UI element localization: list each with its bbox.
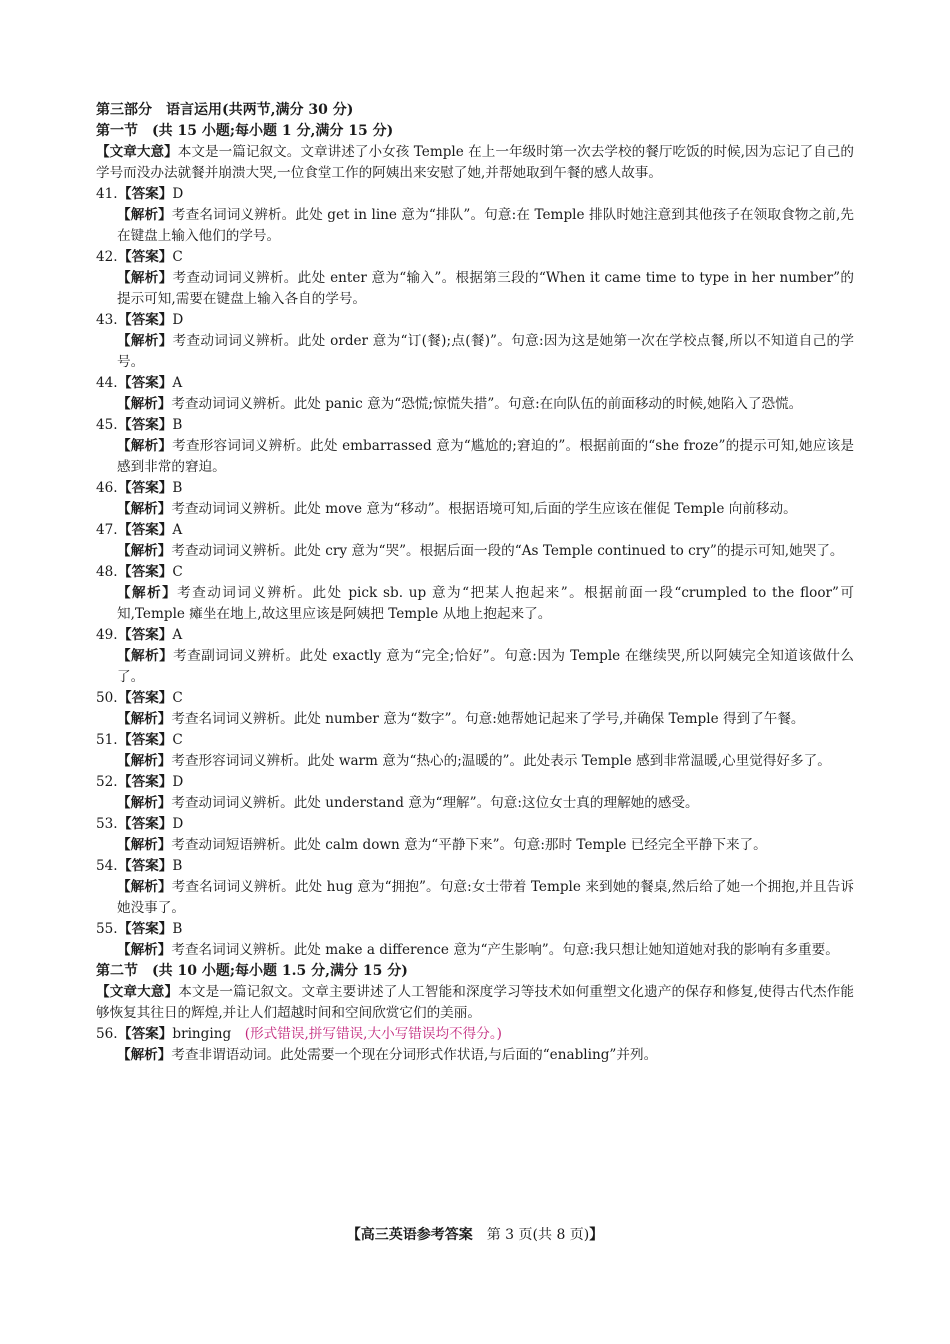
answer-line	[96, 856, 854, 877]
analysis-label: 【解析】	[117, 501, 172, 517]
question-number: 51.	[96, 732, 118, 748]
question-number: 45.	[96, 417, 118, 433]
summary-label: 【文章大意】	[96, 144, 178, 160]
answer-line	[96, 772, 854, 793]
analysis	[96, 394, 854, 415]
question-number: 56.	[96, 1026, 118, 1042]
analysis	[96, 499, 854, 520]
analysis-label: 【解析】	[117, 396, 172, 412]
analysis-text: 考查名词词义辨析。此处 make a difference 意为“产生影响”。句意:我只想让她知道她对我的影响有多重要。	[171, 942, 839, 958]
answer-value: D	[172, 774, 184, 790]
answer-value: C	[172, 249, 183, 265]
analysis-label: 【解析】	[117, 207, 172, 223]
answer-label: 【答案】	[118, 921, 173, 937]
analysis-label: 【解析】	[117, 879, 172, 895]
answer-value: D	[172, 816, 184, 832]
answer-line	[96, 919, 854, 940]
part3-title: 第三部分 语言运用(共两节,满分 30 分)	[96, 102, 354, 118]
answer-line	[96, 478, 854, 499]
analysis	[96, 877, 854, 919]
answer-value: A	[172, 627, 183, 643]
analysis	[96, 751, 854, 772]
answer-item	[96, 688, 854, 730]
analysis	[96, 205, 854, 247]
answer-item	[96, 856, 854, 919]
section1-summary	[96, 142, 854, 184]
answer-value: A	[172, 522, 183, 538]
analysis-label: 【解析】	[117, 270, 173, 286]
answer-line	[96, 415, 854, 436]
analysis-label: 【解析】	[117, 585, 178, 601]
question-number: 54.	[96, 858, 118, 874]
analysis-text: 考查名词词义辨析。此处 number 意为“数字”。句意:她帮她记起来了学号,并确保 Temple 得到了午餐。	[171, 711, 805, 727]
analysis-text: 考查动词词义辨析。此处 order 意为“订(餐);点(餐)”。句意:因为这是她第一次在学校点餐,所以不知道自己的学号。	[117, 333, 854, 370]
answer-line	[96, 184, 854, 205]
answer-value: bringing	[172, 1026, 232, 1042]
analysis	[96, 541, 854, 562]
analysis-label: 【解析】	[117, 753, 172, 769]
question-number: 48.	[96, 564, 118, 580]
answer-label: 【答案】	[118, 375, 173, 391]
section2-summary	[96, 982, 854, 1024]
page-number: 第 3 页(共 8 页)	[486, 1227, 590, 1243]
analysis-text: 考查名词词义辨析。此处 get in line 意为“排队”。句意:在 Temple 排队时她注意到其他孩子在领取食物之前,先在键盘上输入他们的学号。	[117, 207, 854, 244]
answer-label: 【答案】	[118, 186, 173, 202]
question-number: 41.	[96, 186, 118, 202]
analysis-text: 考查形容词词义辨析。此处 warm 意为“热心的;温暖的”。此处表示 Temple 感到非常温暖,心里觉得好多了。	[171, 753, 831, 769]
question-number: 52.	[96, 774, 118, 790]
answer-label: 【答案】	[118, 627, 173, 643]
analysis-label: 【解析】	[117, 543, 172, 559]
analysis-label: 【解析】	[117, 711, 172, 727]
analysis-label: 【解析】	[117, 942, 172, 958]
analysis-label: 【解析】	[117, 795, 172, 811]
answer-label: 【答案】	[118, 690, 173, 706]
answer-item-56	[96, 1024, 854, 1066]
answer-label: 【答案】	[118, 1026, 173, 1042]
answer-item	[96, 772, 854, 814]
answer-line	[96, 310, 854, 331]
question-number: 43.	[96, 312, 118, 328]
answer-line	[96, 562, 854, 583]
answer-item	[96, 730, 854, 772]
scoring-note: (形式错误,拼写错误,大小写错误均不得分。)	[244, 1026, 502, 1042]
analysis-label: 【解析】	[117, 648, 174, 664]
answer-item	[96, 373, 854, 415]
answer-line	[96, 1024, 854, 1045]
summary-label: 【文章大意】	[96, 984, 179, 1000]
answer-label: 【答案】	[118, 522, 173, 538]
answer-item	[96, 310, 854, 373]
answer-line	[96, 520, 854, 541]
analysis-text: 考查动词词义辨析。此处 move 意为“移动”。根据语境可知,后面的学生应该在催促 Temple 向前移动。	[171, 501, 797, 517]
question-number: 53.	[96, 816, 118, 832]
answer-line	[96, 373, 854, 394]
analysis	[96, 436, 854, 478]
analysis	[96, 793, 854, 814]
footer-title: 【高三英语参考答案	[346, 1227, 473, 1243]
question-number: 47.	[96, 522, 118, 538]
analysis	[96, 331, 854, 373]
answer-item	[96, 625, 854, 688]
answer-value: B	[172, 858, 183, 874]
answer-label: 【答案】	[118, 312, 173, 328]
answer-line	[96, 625, 854, 646]
answer-item	[96, 478, 854, 520]
analysis	[96, 709, 854, 730]
analysis	[96, 583, 854, 625]
question-number: 55.	[96, 921, 118, 937]
analysis-text: 考查动词词义辨析。此处 panic 意为“恐慌;惊慌失措”。句意:在向队伍的前面移动的时候,她陷入了恐慌。	[171, 396, 803, 412]
question-number: 46.	[96, 480, 118, 496]
summary-text: 本文是一篇记叙文。文章主要讲述了人工智能和深度学习等技术如何重塑文化遗产的保存和修复,使得古代杰作能够恢复其往日的辉煌,并让人们超越时间和空间欣赏它们的美丽。	[96, 984, 854, 1021]
answer-value: C	[172, 564, 183, 580]
answer-line	[96, 688, 854, 709]
answer-item	[96, 520, 854, 562]
question-number: 42.	[96, 249, 118, 265]
analysis-label: 【解析】	[117, 333, 173, 349]
section2-title: 第二节 (共 10 小题;每小题 1.5 分,满分 15 分)	[96, 963, 408, 979]
answer-item	[96, 415, 854, 478]
analysis-text: 考查动词词义辨析。此处 pick sb. up 意为“把某人抱起来”。根据前面一段“crumpled to the floor”可知,Temple 瘫坐在地上,故这里应该是阿姨把 Temple 从地上抱起来了。	[117, 585, 854, 622]
question-number: 44.	[96, 375, 118, 391]
answer-label: 【答案】	[118, 564, 173, 580]
analysis-text: 考查动词词义辨析。此处 cry 意为“哭”。根据后面一段的“As Temple continued to cry”的提示可知,她哭了。	[171, 543, 844, 559]
page-footer	[0, 1225, 950, 1246]
answer-label: 【答案】	[118, 732, 173, 748]
analysis-label: 【解析】	[117, 438, 173, 454]
analysis	[96, 646, 854, 688]
answer-line	[96, 814, 854, 835]
question-number: 50.	[96, 690, 118, 706]
answer-value: C	[172, 690, 183, 706]
answer-value: B	[172, 417, 183, 433]
answer-value: B	[172, 921, 183, 937]
analysis-text: 考查形容词词义辨析。此处 embarrassed 意为“尴尬的;窘迫的”。根据前面的“she froze”的提示可知,她应该是感到非常的窘迫。	[117, 438, 854, 475]
answer-label: 【答案】	[118, 816, 173, 832]
analysis	[96, 1045, 854, 1066]
analysis	[96, 835, 854, 856]
analysis	[96, 268, 854, 310]
analysis-text: 考查动词词义辨析。此处 understand 意为“理解”。句意:这位女士真的理解她的感受。	[171, 795, 699, 811]
section1-title: 第一节 (共 15 小题;每小题 1 分,满分 15 分)	[96, 123, 394, 139]
answer-value: B	[172, 480, 183, 496]
answer-label: 【答案】	[118, 249, 173, 265]
answer-value: D	[172, 186, 184, 202]
analysis-text: 考查动词词义辨析。此处 enter 意为“输入”。根据第三段的“When it came time to type in her number”的提示可知,需要在键盘上输入各自的学号。	[117, 270, 854, 307]
footer-close: 】	[589, 1227, 604, 1243]
answer-list	[96, 184, 854, 961]
answer-label: 【答案】	[118, 480, 173, 496]
answer-value: A	[172, 375, 183, 391]
answer-label: 【答案】	[118, 774, 173, 790]
answer-line	[96, 247, 854, 268]
answer-item	[96, 919, 854, 961]
question-number: 49.	[96, 627, 118, 643]
analysis	[96, 940, 854, 961]
answer-line	[96, 730, 854, 751]
analysis-text: 考查动词短语辨析。此处 calm down 意为“平静下来”。句意:那时 Temple 已经完全平静下来了。	[171, 837, 767, 853]
analysis-text: 考查副词词义辨析。此处 exactly 意为“完全;恰好”。句意:因为 Temple 在继续哭,所以阿姨完全知道该做什么了。	[117, 648, 854, 685]
answer-label: 【答案】	[118, 417, 173, 433]
analysis-text: 考查非谓语动词。此处需要一个现在分词形式作状语,与后面的“enabling”并列。	[171, 1047, 658, 1063]
analysis-label: 【解析】	[117, 1047, 172, 1063]
answer-item	[96, 247, 854, 310]
answer-item	[96, 814, 854, 856]
answer-value: D	[172, 312, 184, 328]
analysis-text: 考查名词词义辨析。此处 hug 意为“拥抱”。句意:女士带着 Temple 来到她的餐桌,然后给了她一个拥抱,并且告诉她没事了。	[117, 879, 855, 916]
analysis-label: 【解析】	[117, 837, 172, 853]
summary-text: 本文是一篇记叙文。文章讲述了小女孩 Temple 在上一年级时第一次去学校的餐厅吃饭的时候,因为忘记了自己的学号而没办法就餐并崩溃大哭,一位食堂工作的阿姨出来安慰了她,并帮她取到午餐的感人故事。	[96, 144, 855, 181]
answer-label: 【答案】	[118, 858, 173, 874]
answer-item	[96, 562, 854, 625]
answer-item	[96, 184, 854, 247]
answer-value: C	[172, 732, 183, 748]
